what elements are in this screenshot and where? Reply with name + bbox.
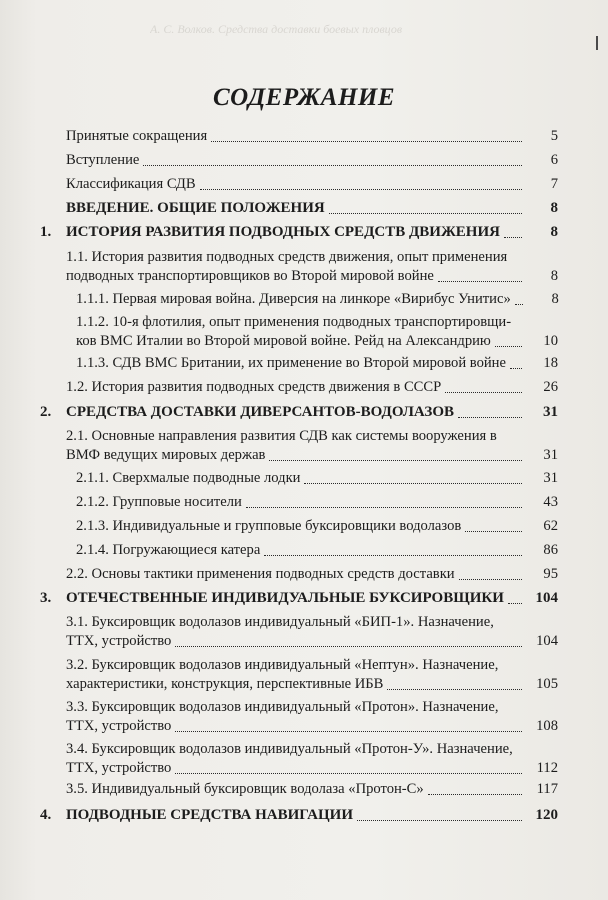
- leader-dots: [504, 237, 522, 238]
- leader-dots: [143, 165, 522, 166]
- toc-entry-title: 1.1.1. Первая мировая война. Диверсия на линкоре «Вирибус Унитис»: [76, 291, 511, 307]
- leader-dots: [304, 483, 522, 484]
- toc-page-number: 86: [543, 542, 558, 558]
- leader-dots: [246, 507, 522, 508]
- toc-page-number: 18: [543, 355, 558, 371]
- toc-entry-title-line1: 3.4. Буксировщик водолазов индивидуальный «Протон-У». Назначение,: [66, 741, 513, 757]
- toc-entry-title-line2: ТТХ, устройство: [66, 718, 172, 734]
- toc-entry-title: Классификация СДВ: [66, 176, 196, 192]
- toc-page-number: 117: [536, 781, 558, 797]
- toc-entry-title: СРЕДСТВА ДОСТАВКИ ДИВЕРСАНТОВ-ВОДОЛАЗОВ: [66, 404, 454, 420]
- toc-page-number: 8: [551, 291, 559, 307]
- toc-page-number: 5: [550, 128, 558, 144]
- toc-page-number: 120: [535, 807, 558, 823]
- toc-entry-title: 1.2. История развития подводных средств движения в СССР: [66, 379, 442, 395]
- toc-entry-title: 3.5. Индивидуальный буксировщик водолаза «Протон-С»: [66, 781, 424, 797]
- toc-entry[interactable]: [76, 541, 558, 560]
- toc-entry[interactable]: [66, 151, 558, 170]
- toc-entry-title-line2: ков ВМС Италии во Второй мировой войне. Рейд на Александрию: [76, 333, 491, 349]
- leader-dots: [510, 368, 522, 369]
- toc-entry-title-line1: 3.2. Буксировщик водолазов индивидуальный «Нептун». Назначение,: [66, 657, 499, 673]
- leader-dots: [264, 555, 522, 556]
- leader-dots: [211, 141, 522, 142]
- toc-entry-title-line2: подводных транспортировщиков во Второй мировой войне: [66, 268, 434, 284]
- toc-page-number: 108: [536, 718, 558, 734]
- page-edge-mark: [596, 36, 598, 50]
- leader-dots: [175, 731, 522, 732]
- toc-entry-title: ИСТОРИЯ РАЗВИТИЯ ПОДВОДНЫХ СРЕДСТВ ДВИЖЕНИЯ: [66, 224, 500, 240]
- toc-entry[interactable]: [66, 199, 558, 218]
- toc-entry-title-line2: характеристики, конструкция, перспективные ИБВ: [66, 676, 384, 692]
- toc-entry-title: 1.1.3. СДВ ВМС Британии, их применение во Второй мировой войне: [76, 355, 506, 371]
- chapter-number: 1.: [40, 224, 52, 240]
- toc-page-number: 8: [550, 268, 558, 284]
- toc-entry[interactable]: [66, 740, 558, 778]
- leader-dots: [200, 189, 522, 190]
- toc-page-number: 26: [543, 379, 558, 395]
- toc-page-number: 112: [536, 760, 558, 776]
- leader-dots: [175, 773, 522, 774]
- bleed-through-text: А. С. Волков. Средства доставки боевых пловцов: [150, 22, 403, 36]
- toc-entry-title-line1: 2.1. Основные направления развития СДВ как системы вооружения в: [66, 428, 497, 444]
- toc-entry-title: ОТЕЧЕСТВЕННЫЕ ИНДИВИДУАЛЬНЫЕ БУКСИРОВЩИКИ: [66, 590, 504, 606]
- chapter-number: 3.: [40, 590, 52, 606]
- toc-page-number: 10: [543, 333, 558, 349]
- chapter-number: 2.: [40, 404, 52, 420]
- leader-dots: [175, 646, 522, 647]
- toc-entry-title-line2: ТТХ, устройство: [66, 760, 172, 776]
- leader-dots: [508, 603, 522, 604]
- toc-chapter[interactable]: [40, 806, 558, 825]
- toc-entry-title-line1: 3.3. Буксировщик водолазов индивидуальный «Протон». Назначение,: [66, 699, 499, 715]
- toc-chapter[interactable]: [40, 589, 558, 608]
- toc-page-number: 105: [536, 676, 558, 692]
- leader-dots: [465, 531, 522, 532]
- toc-entry[interactable]: [76, 354, 558, 373]
- toc-page-number: 95: [543, 566, 558, 582]
- toc-entry-title-line1: 1.1.2. 10-я флотилия, опыт применения подводных транспортировщи-: [76, 314, 512, 330]
- toc-entry[interactable]: [66, 378, 558, 397]
- leader-dots: [495, 346, 522, 347]
- toc-entry[interactable]: [66, 698, 558, 736]
- leader-dots: [458, 417, 522, 418]
- leader-dots: [459, 579, 522, 580]
- toc-entry[interactable]: [66, 656, 558, 694]
- toc-entry[interactable]: [76, 469, 558, 488]
- toc-entry-title: 2.1.2. Групповые носители: [76, 494, 242, 510]
- toc-entry[interactable]: [76, 313, 558, 351]
- toc-entry[interactable]: [66, 248, 558, 286]
- toc-page-number: 8: [550, 224, 558, 240]
- toc-entry-title: ВВЕДЕНИЕ. ОБЩИЕ ПОЛОЖЕНИЯ: [66, 200, 325, 216]
- leader-dots: [329, 213, 522, 214]
- toc-entry-title: ПОДВОДНЫЕ СРЕДСТВА НАВИГАЦИИ: [66, 807, 354, 823]
- toc-page-number: 104: [535, 590, 558, 606]
- toc-entry[interactable]: [76, 493, 558, 512]
- toc-page-number: 43: [543, 494, 558, 510]
- toc-entry-title: 2.1.1. Сверхмалые подводные лодки: [76, 470, 301, 486]
- toc-page-number: 104: [536, 633, 558, 649]
- toc-chapter[interactable]: [40, 403, 558, 422]
- toc-entry[interactable]: [76, 290, 558, 309]
- leader-dots: [515, 304, 523, 305]
- toc-entry-title-line2: ТТХ, устройство: [66, 633, 172, 649]
- toc-entry[interactable]: [66, 613, 558, 651]
- toc-entry[interactable]: [66, 175, 558, 194]
- toc-entry-title: Вступление: [66, 152, 140, 168]
- toc-entry-title: Принятые сокращения: [66, 128, 208, 144]
- toc-entry[interactable]: [66, 127, 558, 146]
- toc-page-number: 62: [543, 518, 558, 534]
- toc-entry-title-line1: 3.1. Буксировщик водолазов индивидуальный «БИП-1». Назначение,: [66, 614, 494, 630]
- toc-page-number: 31: [543, 404, 558, 420]
- leader-dots: [428, 794, 522, 795]
- toc-entry[interactable]: [66, 427, 558, 465]
- toc-page-number: 8: [550, 200, 558, 216]
- toc-entry-title: 2.1.4. Погружающиеся катера: [76, 542, 261, 558]
- toc-page-number: 31: [543, 447, 558, 463]
- toc-entry-title-line2: ВМФ ведущих мировых держав: [66, 447, 266, 463]
- toc-entry-title: 2.1.3. Индивидуальные и групповые буксировщики водолазов: [76, 518, 462, 534]
- toc-page-number: 7: [550, 176, 558, 192]
- toc-entry-title: 2.2. Основы тактики применения подводных средств доставки: [66, 566, 455, 582]
- toc-chapter[interactable]: [40, 223, 558, 242]
- toc-entry[interactable]: [66, 565, 558, 584]
- leader-dots: [269, 460, 522, 461]
- toc-entry[interactable]: [66, 780, 558, 799]
- toc-page-number: 31: [543, 470, 558, 486]
- chapter-number: 4.: [40, 807, 52, 823]
- leader-dots: [387, 689, 522, 690]
- page-title: СОДЕРЖАНИЕ: [212, 84, 396, 111]
- toc-page-number: 6: [550, 152, 558, 168]
- leader-dots: [438, 281, 522, 282]
- leader-dots: [357, 820, 522, 821]
- toc-entry[interactable]: [76, 517, 558, 536]
- leader-dots: [445, 392, 522, 393]
- toc-entry-title-line1: 1.1. История развития подводных средств движения, опыт применения: [66, 249, 508, 265]
